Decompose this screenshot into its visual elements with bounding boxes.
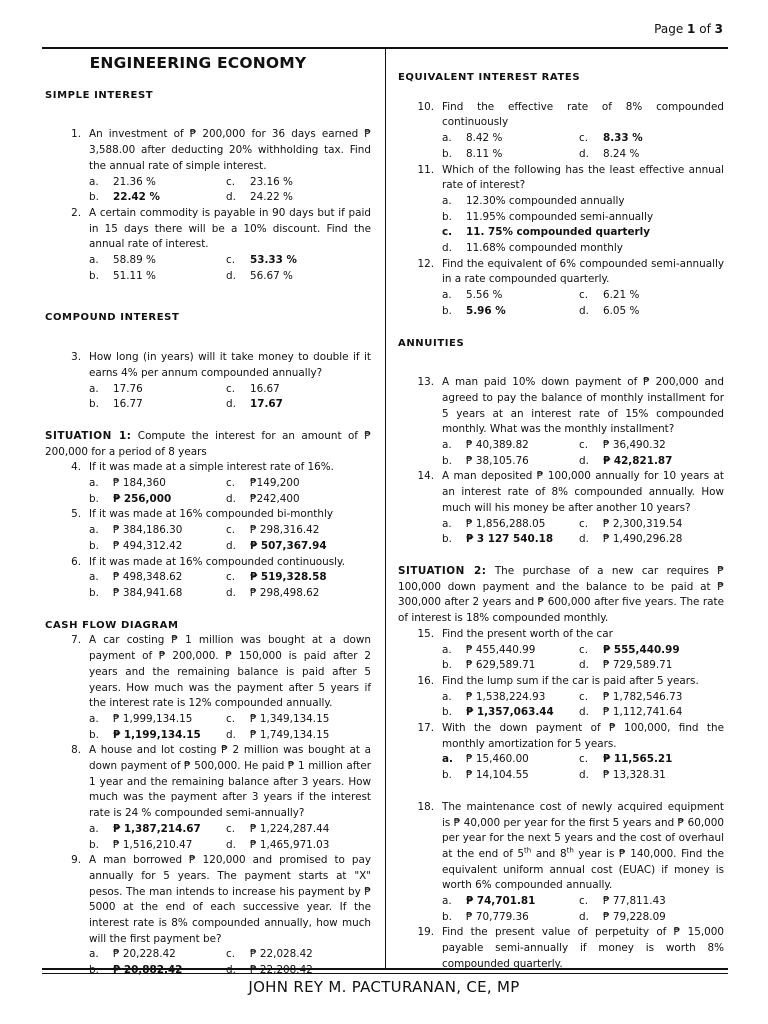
section-annuities: ANNUITIES	[398, 337, 465, 349]
options-11: a. 12.30% compounded annually b. 11.95% compounded semi-annually c. 11. 75% compounded quarterly d. 11.68% compounded monthly	[442, 194, 724, 257]
situation-2: SITUATION 2: The purchase of a new car requires ₱ 100,000 down payment and the balance to be paid at ₱ 300,000 after 2 years and ₱ 600,000 after five years. The rate of interest is 18% compounded monthly.	[398, 564, 724, 625]
question-16: 16. Find the lump sum if the car is paid after 5 years.	[417, 674, 699, 687]
question-7: 7. A car costing ₱ 1 million was bought at a down payment of ₱ 200,000. ₱ 150,000 is paid after 2 years and the remaining balance is paid after 5 years. How much was the payment after 5 years if the interest rate is 12% compounded annually.	[71, 634, 371, 710]
question-2: 2. A certain commodity is payable in 90 days but if paid in 15 days there will be a 10% discount. Find the annual rate of interest.	[71, 206, 371, 251]
question-13: 13. A man paid 10% down payment of ₱ 200,000 and agreed to pay the balance of monthly installment for 5 years at an interest rate of 15% compounded monthly. What was the monthly installment?	[417, 376, 724, 436]
left-column	[45, 54, 371, 979]
answer: 5.96 %	[466, 304, 506, 317]
answer: ₱ 1,387,214.67	[113, 822, 201, 835]
answer: 17.67	[250, 398, 283, 411]
answer: ₱ 42,821.87	[603, 454, 673, 467]
section-simple-interest: SIMPLE INTEREST	[45, 89, 154, 101]
answer: ₱ 256,000	[113, 492, 172, 505]
question-4: 4. If it was made at a simple interest rate of 16%.	[71, 461, 334, 474]
question-5: 5. If it was made at 16% compounded bi-monthly	[71, 508, 333, 521]
answer: ₱ 1,199,134.15	[113, 728, 201, 741]
answer: 11. 75% compounded quarterly	[466, 226, 650, 239]
options-6: a. ₱ 498,348.62 c. ₱ 519,328.58 b. ₱ 384,941.68 d. ₱ 298,498.62	[89, 570, 371, 601]
answer: ₱ 507,367.94	[250, 539, 327, 552]
section-cash-flow-diagram: CASH FLOW DIAGRAM	[45, 619, 179, 631]
question-9: 9. A man borrowed ₱ 120,000 and promised to pay annually for 5 years. The payment starts at "X" pesos. The man intends to increase his payment by ₱ 5000 at the end of each successive year. If the interest rate is 8% compounded annually, how much will the first payment be?	[71, 854, 371, 945]
question-1: 1. An investment of ₱ 200,000 for 36 days earned ₱ 3,588.00 after deducting 20% withholding tax. Find the annual rate of simple interest.	[71, 128, 371, 172]
footer-author: JOHN REY M. PACTURANAN, CE, MP	[248, 978, 520, 996]
answer: ₱ 519,328.58	[250, 571, 327, 584]
options-17: a. ₱ 15,460.00 c. ₱ 11,565.21 b. ₱ 14,104.55 d. ₱ 13,328.31	[442, 752, 724, 783]
page-label: Page	[654, 22, 684, 36]
answer: 8.33 %	[603, 132, 643, 145]
answer: ₱ 3 127 540.18	[466, 533, 554, 546]
question-11: 11. Which of the following has the least effective annual rate of interest?	[417, 163, 724, 192]
page-total: 3	[714, 22, 723, 36]
answer: 53.33 %	[250, 254, 297, 267]
answer: ₱ 11,565.21	[603, 753, 673, 766]
answer: ₱ 74,701.81	[466, 895, 536, 908]
options-9: a. ₱ 20,228.42 c. ₱ 22,028.42 b. ₱ 20,882.42 d. ₱ 22,208.42	[89, 947, 371, 978]
section-equivalent-interest-rates: EQUIVALENT INTEREST RATES	[398, 72, 581, 83]
question-8: 8. A house and lot costing ₱ 2 million was bought at a down payment of ₱ 500,000. He paid ₱ 1 million after 1 year and the remaining balance after 3 years. How much was the payment after 3 years if the interest rate is 24 % compounded semi-annually?	[71, 744, 371, 820]
question-10: 10. Find the effective rate of 8% compounded continuously	[417, 100, 724, 129]
options-8: a. ₱ 1,387,214.67 c. ₱ 1,224,287.44 b. ₱ 1,516,210.47 d. ₱ 1,465,971.03	[89, 822, 330, 851]
page-number	[654, 22, 723, 38]
situation-1: SITUATION 1: Compute the interest for an amount of ₱ 200,000 for a period of 8 years	[45, 429, 371, 458]
options-10: a. 8.42 % c. 8.33 % b. 8.11 % d. 8.24 %	[442, 131, 724, 162]
question-12: 12. Find the equivalent of 6% compounded semi-annually in a rate compounded quarterly.	[417, 257, 724, 286]
options-13: a. ₱ 40,389.82 c. ₱ 36,490.32 b. ₱ 38,105.76 d. ₱ 42,821.87	[442, 438, 724, 469]
options-16: a. ₱ 1,538,224.93 c. ₱ 1,782,546.73 b. ₱ 1,357,063.44 d. ₱ 1,112,741.64	[442, 690, 724, 721]
answer: ₱ 20,882.42	[113, 964, 183, 977]
question-17: 17. With the down payment of ₱ 100,000, find the monthly amortization for 5 years.	[417, 722, 724, 750]
question-3: 3. How long (in years) will it take money to double if it earns 4% per annum compounded annually?	[71, 351, 371, 379]
question-18: 18. The maintenance cost of newly acquired equipment is ₱ 40,000 per year for the first 5 years and ₱ 60,000 per year for the next 5 years and the cost of overhaul at the end of 5th and 8th year is ₱ 140,000. Find the equivalent uniform annual cost (EUAC) if money is worth 6% compounded annually.	[417, 800, 724, 892]
right-column	[398, 54, 724, 973]
options-2: a. 58.89 % c. 53.33 % b. 51.11 % d. 56.67 %	[89, 253, 371, 284]
options-1: a. 21.36 % c. 23.16 % b. 22.42 % d. 24.22 %	[89, 175, 371, 206]
answer: ₱ 555,440.99	[603, 643, 680, 656]
options-18: a. ₱ 74,701.81 c. ₱ 77,811.43 b. ₱ 70,779.36 d. ₱ 79,228.09	[442, 895, 666, 923]
question-6: 6. If it was made at 16% compounded continuously.	[71, 555, 345, 568]
options-7: a. ₱ 1,999,134.15 c. ₱ 1,349,134.15 b. ₱ 1,199,134.15 d. ₱ 1,749,134.15	[89, 712, 371, 743]
options-15: a. ₱ 455,440.99 c. ₱ 555,440.99 b. ₱ 629,589.71 d. ₱ 729,589.71	[442, 643, 724, 674]
answer: ₱ 1,357,063.44	[466, 706, 554, 719]
page-title: ENGINEERING ECONOMY	[89, 54, 307, 72]
question-15: 15. Find the present worth of the car	[417, 627, 613, 640]
options-5: a. ₱ 384,186.30 c. ₱ 298,316.42 b. ₱ 494,312.42 d. ₱ 507,367.94	[89, 523, 371, 554]
answer: 22.42 %	[113, 191, 160, 204]
question-19: 19. Find the present value of perpetuity of ₱ 15,000 payable semi-annually if money is worth 8% compounded quarterly.	[417, 926, 724, 970]
question-14: 14. A man deposited ₱ 100,000 annually for 10 years at an interest rate of 8% compounded annually. How much will his money be after another 10 years?	[417, 470, 724, 514]
column-divider	[385, 49, 386, 969]
page-current: 1	[687, 22, 696, 36]
section-compound-interest: COMPOUND INTEREST	[45, 312, 180, 324]
options-12: a. 5.56 % c. 6.21 % b. 5.96 % d. 6.05 %	[442, 288, 724, 319]
options-4: a. ₱ 184,360 c. ₱149,200 b. ₱ 256,000 d. ₱242,400	[89, 476, 371, 507]
options-3: a. 17.76 c. 16.67 b. 16.77 d. 17.67	[89, 382, 371, 413]
options-14: a. ₱ 1,856,288.05 c. ₱ 2,300,319.54 b. ₱ 3 127 540.18 d. ₱ 1,490,296.28	[442, 517, 724, 548]
page-of: of	[699, 22, 711, 36]
